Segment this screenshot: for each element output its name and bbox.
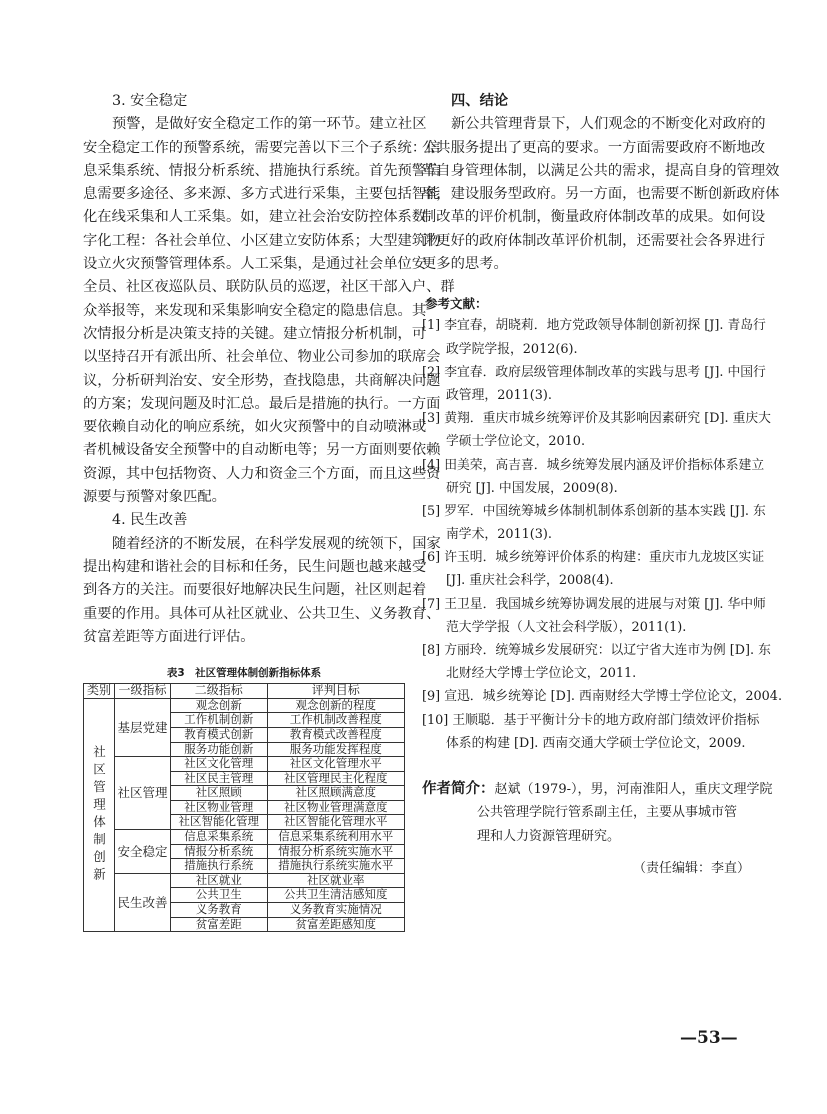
table-row	[84, 698, 405, 713]
table-indicator-cell: 措施执行系统	[171, 859, 268, 874]
table-indicator-cell: 教育模式创新	[171, 727, 268, 742]
editor-note: （责任编辑：李直）	[632, 860, 750, 876]
reference-line: [6] 许玉明．城乡统筹评价体系的构建：重庆市九龙坡区实证	[422, 550, 765, 566]
section-paragraph-livelihood	[83, 533, 441, 649]
table-target-cell: 社区照顾满意度	[267, 786, 404, 801]
reference-line: 研究 [J]. 中国发展，2009(8).	[446, 480, 618, 496]
text-line: 预警，是做好安全稳定工作的第一环节。建立社区	[112, 116, 427, 133]
page-number: —53—	[680, 1028, 738, 1048]
text-line: 息需要多途径、多来源、多方式进行采集，主要包括智能	[83, 186, 441, 203]
reference-line: 北财经大学博士学位论文，2011.	[446, 666, 637, 682]
table-indicator-cell: 公共卫生	[171, 888, 268, 903]
reference-item	[422, 314, 766, 360]
reference-line: [2] 李宜春．政府层级管理体制改革的实践与思考 [J]. 中国行	[422, 364, 766, 380]
reference-line: [7] 王卫星．我国城乡统筹协调发展的进展与对策 [J]. 华中师	[422, 596, 766, 612]
text-line: 到各方的关注。而要很好地解决民生问题，社区则起着	[83, 582, 427, 599]
table-indicator-cell: 情报分析系统	[171, 844, 268, 859]
table-target-cell: 社区管理民主化程度	[267, 771, 404, 786]
table-target-cell: 社区就业率	[267, 873, 404, 888]
text-line: 设立火灾预警管理体系。人工采集，是通过社会单位安	[83, 256, 427, 273]
table-header-cell: 一级指标	[115, 684, 171, 699]
reference-item	[422, 454, 765, 500]
text-line: 新公共管理背景下，人们观念的不断变化对政府的	[451, 116, 766, 133]
section-paragraph-safety	[83, 113, 455, 509]
table-target-cell: 教育模式改善程度	[267, 727, 404, 742]
author-bio-line	[422, 777, 773, 801]
table-target-cell: 服务功能发挥程度	[267, 742, 404, 757]
reference-line: [8] 方丽玲．统筹城乡发展研究：以辽宁省大连市为例 [D]. 东	[422, 643, 771, 658]
table-indicator-cell: 义务教育	[171, 903, 268, 918]
reference-line: [9] 宣迅．城乡统筹论 [D]. 西南财经大学博士学位论文，2004.	[422, 689, 783, 705]
references-title: 参考文献：	[425, 296, 488, 312]
reference-line: [J]. 重庆社会科学，2008(4).	[446, 573, 614, 589]
text-line: 更多的思考。	[422, 256, 508, 273]
table-group-cell: 社区管理	[115, 757, 171, 830]
author-bio-line	[422, 801, 756, 825]
text-line: 以坚持召开有派出所、社会单位、物业公司参加的联席会	[83, 349, 441, 366]
table-indicator-cell: 社区文化管理	[171, 757, 268, 772]
table-indicator-cell: 信息采集系统	[171, 830, 268, 845]
text-line: 重要的作用。具体可从社区就业、公共卫生、义务教育、	[83, 605, 441, 622]
text-line: 率，建设服务型政府。另一方面，也需要不断创新政府体	[422, 186, 780, 203]
table-header-row	[84, 684, 405, 699]
text-line: 革自身管理体制，以满足公共的需求，提高自身的管理效	[422, 162, 780, 179]
author-bio-text: 理和人力资源管理研究。	[477, 828, 621, 844]
author-bio-text: 赵斌（1979-），男，河南淮阳人，重庆文理学院	[494, 781, 773, 797]
text-line: 息采集系统、情报分析系统、措施执行系统。首先预警信	[83, 162, 441, 179]
text-line: 全员、社区夜巡队员、联防队员的巡逻，社区干部入户、群	[83, 279, 455, 296]
table-indicator-cell: 社区智能化管理	[171, 815, 268, 830]
table-target-cell: 信息采集系统利用水平	[267, 830, 404, 845]
table-row	[84, 830, 405, 845]
reference-line: [1] 李宜春，胡晓莉．地方党政领导体制创新初探 [J]. 青岛行	[422, 318, 766, 334]
table-group-cell: 安全稳定	[115, 830, 171, 874]
reference-item	[422, 685, 783, 708]
table-indicator-cell: 社区物业管理	[171, 800, 268, 815]
table-header-cell: 二级指标	[171, 684, 268, 699]
reference-line: [3] 黄翔．重庆市城乡统筹评价及其影响因素研究 [D]. 重庆大	[422, 411, 771, 427]
reference-line: 政管理，2011(3).	[446, 387, 552, 403]
table-header-cell: 评判目标	[267, 684, 404, 699]
table-indicator-cell: 观念创新	[171, 698, 268, 713]
conclusion-heading: 四、结论	[451, 93, 509, 109]
table-category-cell: 社区管理体制创新	[84, 698, 115, 932]
text-line: 源要与预警对象匹配。	[83, 489, 226, 506]
reference-item	[422, 500, 766, 546]
section-heading-safety: 3. 安全稳定	[112, 93, 188, 109]
conclusion-paragraph	[422, 113, 780, 276]
reference-item	[422, 593, 766, 639]
text-line: 者机械设备安全预警中的自动断电等；另一方面则要依赖	[83, 442, 441, 459]
table-indicator-cell: 贫富差距	[171, 917, 268, 932]
table-caption: 表3 社区管理体制创新指标体系	[166, 667, 322, 680]
text-line: 次情报分析是决策支持的关键。建立情报分析机制，可	[83, 325, 427, 342]
text-line: 公共服务提出了更高的要求。一方面需要政府不断地改	[422, 139, 766, 156]
text-line: 化在线采集和人工采集。如，建立社会治安防控体系数	[83, 209, 427, 226]
table-target-cell: 情报分析系统实施水平	[267, 844, 404, 859]
author-bio-text: 公共管理学院行管系副主任，主要从事城市管	[477, 804, 738, 820]
left-column	[83, 90, 455, 932]
author-bio	[422, 777, 773, 849]
text-line: 资源，其中包括物资、人力和资金三个方面，而且这些资	[83, 465, 441, 482]
author-bio-label: 作者简介：	[422, 780, 495, 797]
reference-item	[422, 639, 771, 685]
author-bio-line	[422, 825, 756, 849]
reference-line: 南学术，2011(3).	[446, 527, 552, 543]
table-target-cell: 公共卫生清洁感知度	[267, 888, 404, 903]
reference-item	[422, 407, 771, 453]
table-header-cell: 类别	[84, 684, 115, 699]
text-line: 要依赖自动化的响应系统，如火灾预警中的自动喷淋或	[83, 419, 427, 436]
reference-line: 范大学学报（人文社会科学版），2011(1).	[446, 619, 687, 635]
text-line: 字化工程：各社会单位、小区建立安防体系；大型建筑物	[83, 232, 441, 249]
table-indicator-cell: 社区照顾	[171, 786, 268, 801]
text-line: 众举报等，来发现和采集影响安全稳定的隐患信息。其	[83, 302, 427, 319]
table-target-cell: 工作机制改善程度	[267, 713, 404, 728]
reference-line: 体系的构建 [D]. 西南交通大学硕士学位论文，2009.	[446, 735, 746, 751]
reference-line: [4] 田美荣，高吉喜．城乡统筹发展内涵及评价指标体系建立	[422, 457, 765, 473]
text-line: 随着经济的不断发展，在科学发展观的统领下，国家	[112, 535, 441, 552]
text-line: 贫富差距等方面进行评估。	[83, 628, 255, 645]
text-line: 计更好的政府体制改革评价机制，还需要社会各界进行	[422, 232, 766, 249]
text-line: 安全稳定工作的预警系统，需要完善以下三个子系统：信	[83, 139, 441, 156]
text-line: 议，分析研判治安、安全形势，查找隐患，共商解决问题	[83, 372, 441, 389]
table-indicator-cell: 工作机制创新	[171, 713, 268, 728]
reference-line: 政学院学报，2012(6).	[446, 341, 578, 357]
reference-item	[422, 546, 765, 592]
reference-line: 学硕士学位论文，2010.	[446, 434, 586, 450]
reference-item	[422, 709, 760, 755]
section-heading-livelihood: 4. 民生改善	[112, 512, 188, 529]
indicator-table	[83, 683, 405, 932]
table-target-cell: 义务教育实施情况	[267, 903, 404, 918]
text-line: 制改革的评价机制，衡量政府体制改革的成果。如何设	[422, 209, 766, 226]
table-target-cell: 社区文化管理水平	[267, 757, 404, 772]
text-line: 提出构建和谐社会的目标和任务，民生问题也越来越受	[83, 558, 427, 575]
table-indicator-cell: 社区就业	[171, 873, 268, 888]
reference-item	[422, 361, 766, 407]
reference-line: [5] 罗军．中国统筹城乡体制机制体系创新的基本实践 [J]. 东	[422, 503, 766, 519]
table-target-cell: 观念创新的程度	[267, 698, 404, 713]
table-group-cell: 基层党建	[115, 698, 171, 756]
table-target-cell: 贫富差距感知度	[267, 917, 404, 932]
table-target-cell: 社区智能化管理水平	[267, 815, 404, 830]
table-target-cell: 社区物业管理满意度	[267, 800, 404, 815]
table-indicator-cell: 社区民主管理	[171, 771, 268, 786]
right-column	[422, 90, 783, 876]
table-group-cell: 民生改善	[115, 873, 171, 931]
references-list	[422, 314, 783, 755]
table-row	[84, 757, 405, 772]
table-row	[84, 873, 405, 888]
reference-line: [10] 王顺聪．基于平衡计分卡的地方政府部门绩效评价指标	[422, 712, 760, 728]
text-line: 的方案；发现问题及时汇总。最后是措施的执行。一方面	[83, 395, 441, 412]
table-indicator-cell: 服务功能创新	[171, 742, 268, 757]
table-target-cell: 措施执行系统实施水平	[267, 859, 404, 874]
